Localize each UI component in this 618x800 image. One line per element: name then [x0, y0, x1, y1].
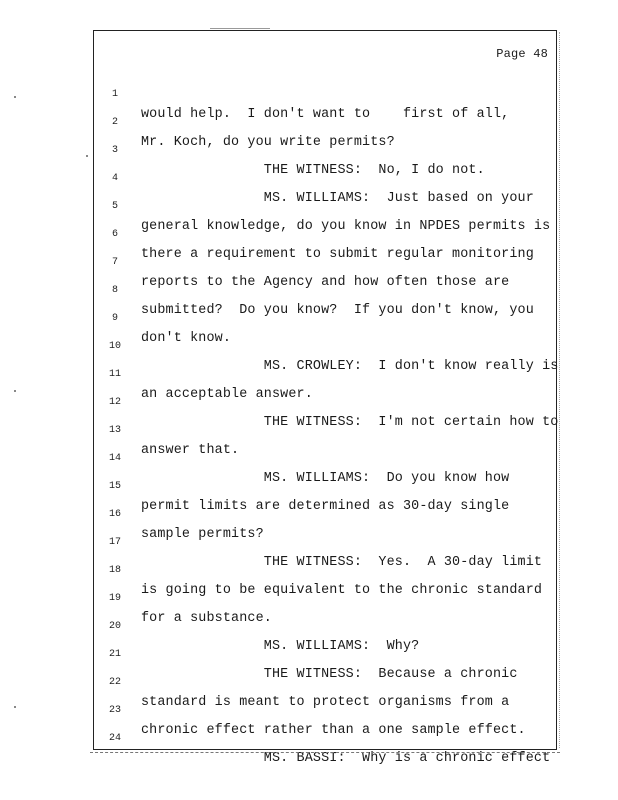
line-text: Mr. Koch, do you write permits? — [141, 135, 395, 150]
scan-speck — [14, 706, 16, 708]
line-number: 14 — [108, 453, 121, 464]
line-number: 11 — [108, 369, 121, 380]
line-text: don't know. — [141, 331, 232, 346]
line-number: 10 — [108, 341, 121, 352]
line-number: 5 — [111, 201, 118, 212]
line-text: MS. WILLIAMS: Do you know how — [141, 471, 510, 486]
scan-speck — [14, 390, 16, 392]
line-text: is going to be equivalent to the chronic standard — [141, 583, 543, 598]
line-text: submitted? Do you know? If you don't know, you — [141, 303, 534, 318]
line-number: 12 — [108, 397, 121, 408]
line-text: MS. BASSI: Why is a chronic effect — [141, 751, 551, 766]
line-number: 9 — [111, 313, 118, 324]
line-text: THE WITNESS: Because a chronic — [141, 667, 518, 682]
line-text: general knowledge, do you know in NPDES permits is — [141, 219, 551, 234]
page-number: Page 48 — [496, 47, 548, 61]
line-number: 6 — [111, 229, 118, 240]
line-text: THE WITNESS: Yes. A 30-day limit — [141, 555, 543, 570]
top-scan-rule — [210, 28, 270, 29]
line-text: standard is meant to protect organisms from a — [141, 695, 510, 710]
line-text: MS. WILLIAMS: Why? — [141, 639, 420, 654]
line-number: 3 — [111, 145, 118, 156]
line-text: THE WITNESS: No, I do not. — [141, 163, 485, 178]
line-number: 15 — [108, 481, 121, 492]
line-text: there a requirement to submit regular monitoring — [141, 247, 534, 262]
transcript-line — [94, 65, 556, 122]
line-number: 7 — [111, 257, 118, 268]
line-number: 2 — [111, 117, 118, 128]
line-number: 18 — [108, 565, 121, 576]
line-text: permit limits are determined as 30-day single — [141, 499, 510, 514]
line-number: 17 — [108, 537, 121, 548]
line-text: for a substance. — [141, 611, 272, 626]
bottom-scan-rule — [90, 752, 560, 753]
line-number: 21 — [108, 649, 121, 660]
line-text: chronic effect rather than a one sample effect. — [141, 723, 526, 738]
line-number: 16 — [108, 509, 121, 520]
line-number: 1 — [111, 89, 118, 100]
line-number: 19 — [108, 593, 121, 604]
line-number: 24 — [108, 733, 121, 744]
line-number: 4 — [111, 173, 118, 184]
line-text: an acceptable answer. — [141, 387, 313, 402]
line-text: MS. WILLIAMS: Just based on your — [141, 191, 534, 206]
line-text: sample permits? — [141, 527, 264, 542]
line-number: 13 — [108, 425, 121, 436]
line-text: answer that. — [141, 443, 240, 458]
line-number: 22 — [108, 677, 121, 688]
scan-speck — [86, 155, 88, 157]
line-number: 23 — [108, 705, 121, 716]
transcript-page — [93, 30, 559, 766]
line-number: 8 — [111, 285, 118, 296]
line-text: THE WITNESS: I'm not certain how to — [141, 415, 559, 430]
transcript-line — [94, 317, 559, 374]
line-text: reports to the Agency and how often those are — [141, 275, 510, 290]
right-margin-scan-marks — [559, 32, 564, 748]
line-number: 20 — [108, 621, 121, 632]
line-text: would help. I don't want to first of all, — [141, 107, 510, 122]
scan-speck — [14, 96, 16, 98]
line-text: MS. CROWLEY: I don't know really is — [141, 359, 559, 374]
